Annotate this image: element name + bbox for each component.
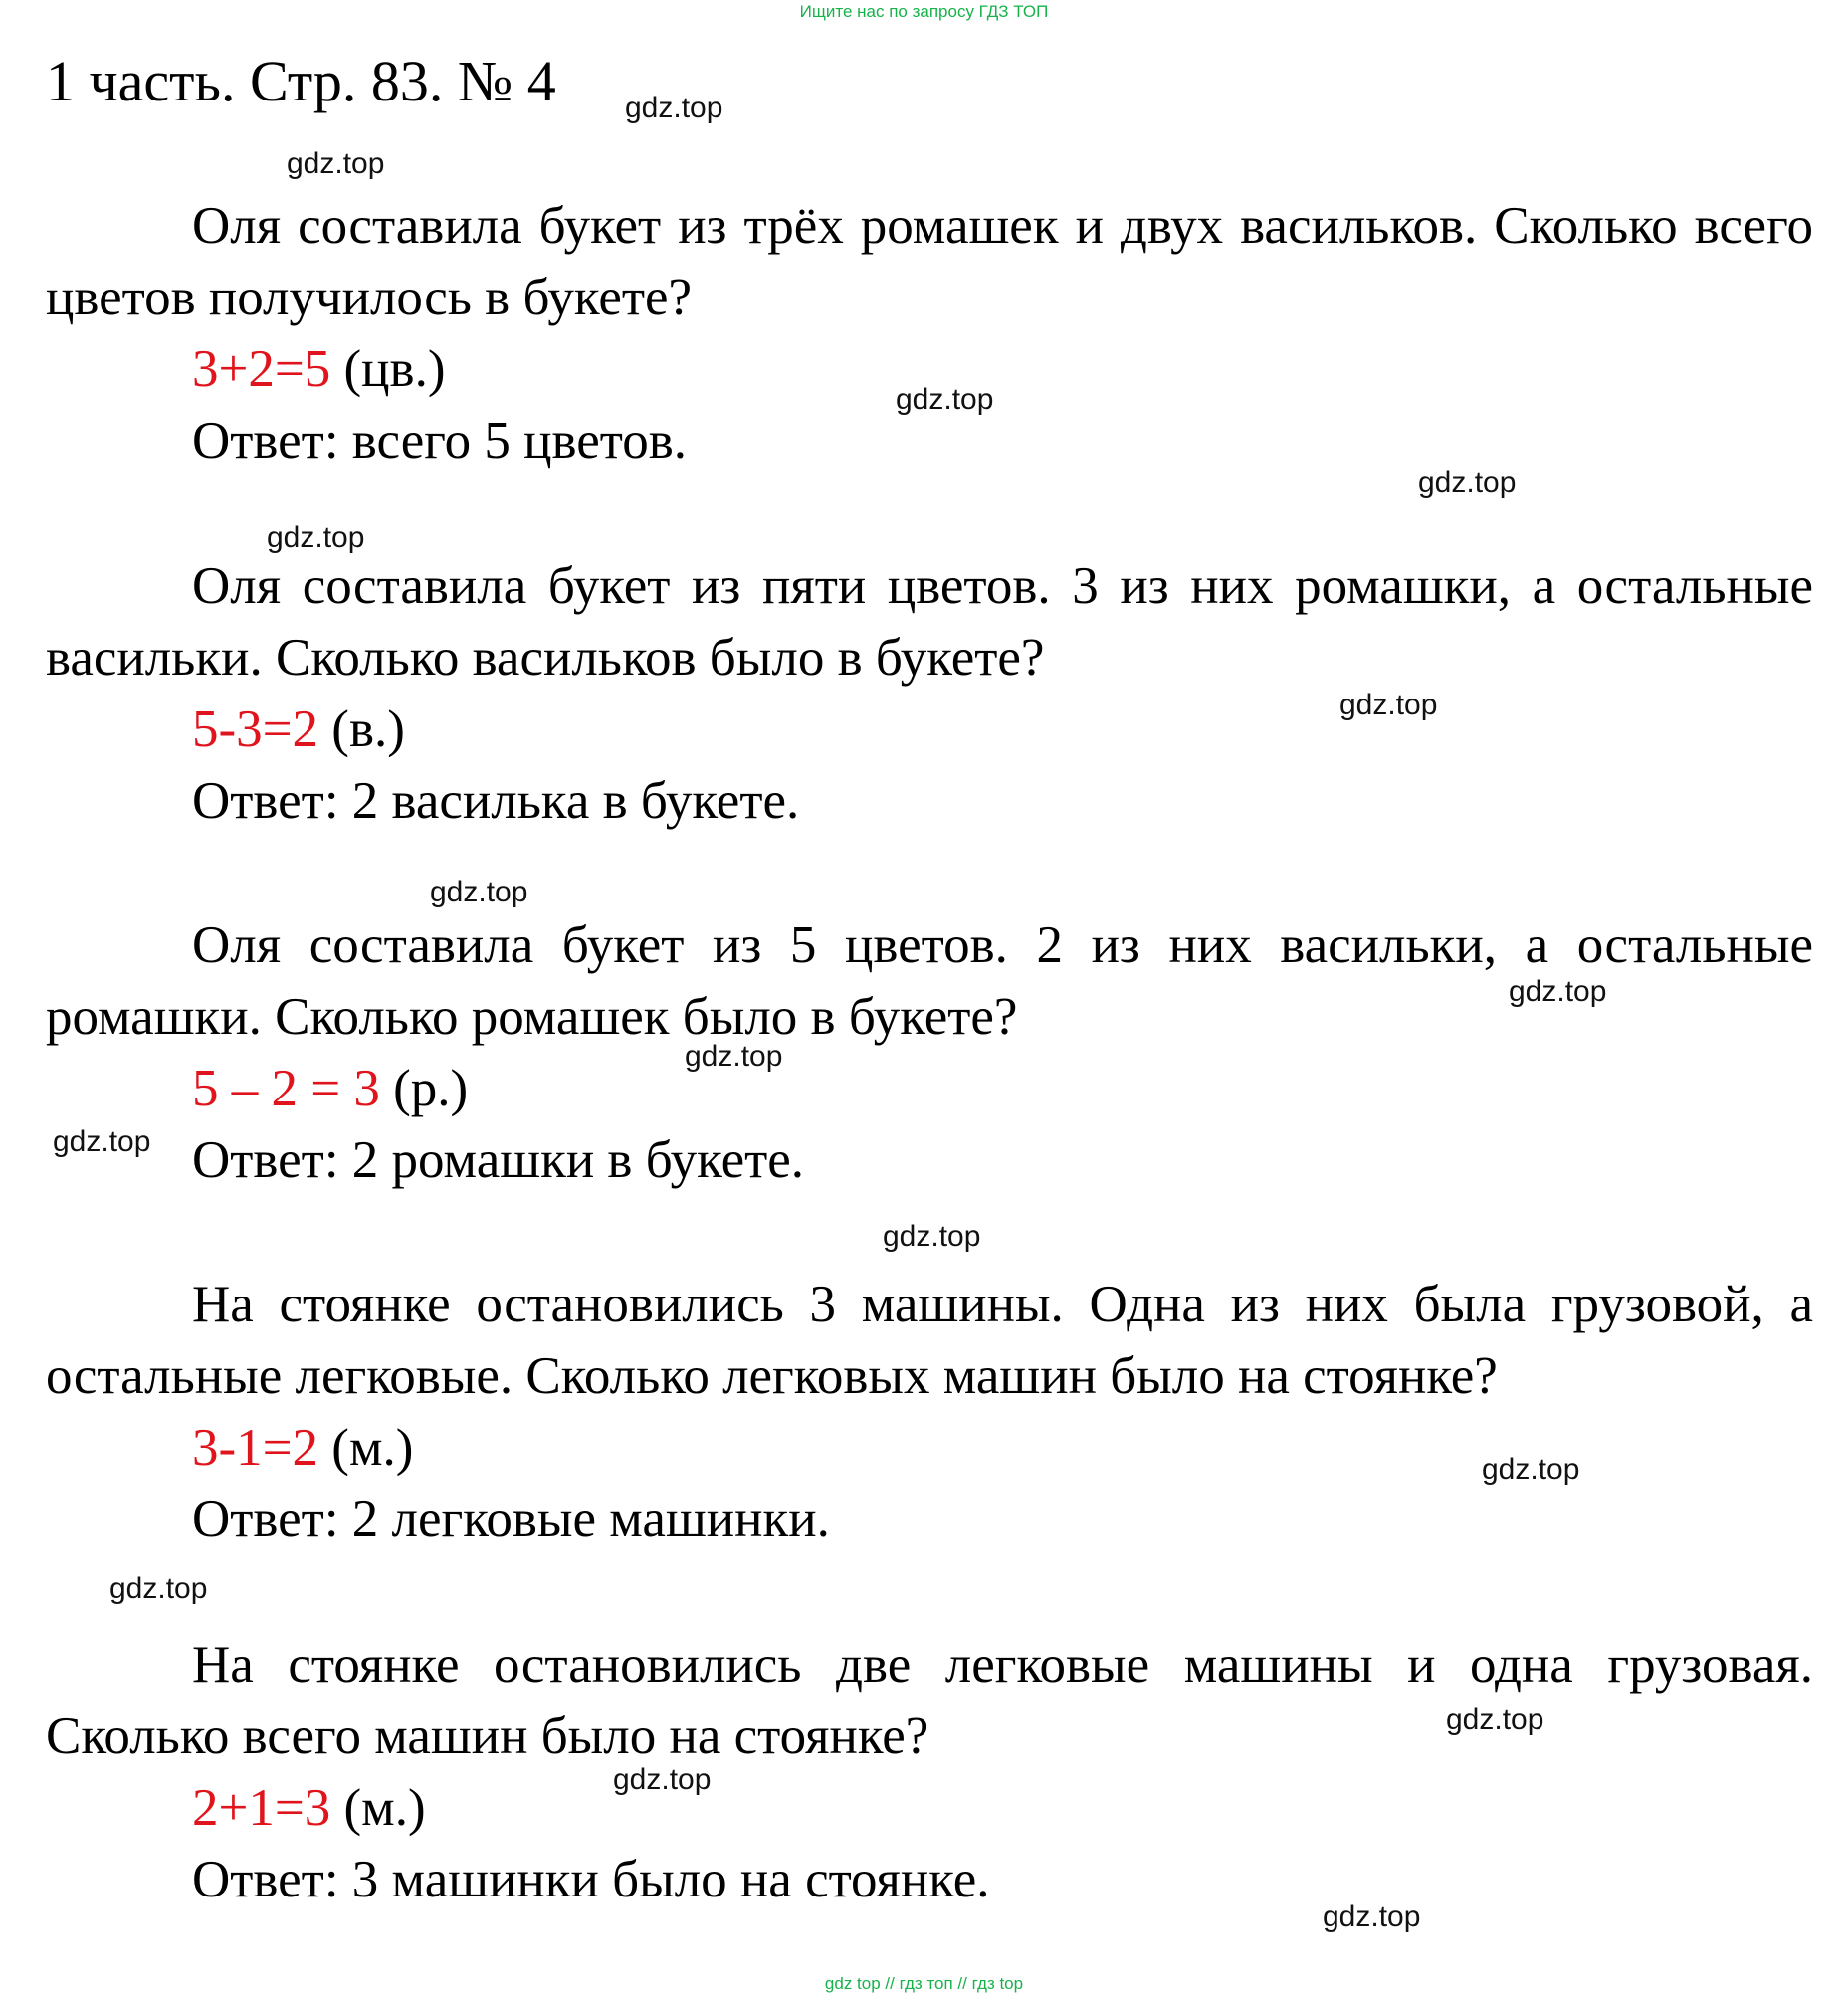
problem-5-solution	[192, 1772, 426, 1844]
problem-1-unit: (цв.)	[330, 340, 446, 398]
problem-3-question: Оля составила букет из 5 цветов. 2 из них васильки, а остальные ромашки. Сколько ромашек было в букете?	[46, 916, 1813, 1046]
problem-5-answer: Ответ: 3 машинки было на стоянке.	[192, 1851, 990, 1908]
watermark: gdz.top	[267, 521, 365, 554]
watermark: gdz.top	[1509, 975, 1607, 1008]
watermark: gdz.top	[287, 147, 385, 180]
problem-2-equation: 5-3=2	[192, 700, 319, 758]
watermark: gdz.top	[1339, 689, 1438, 721]
watermark: gdz.top	[896, 383, 994, 416]
watermark: gdz.top	[1446, 1703, 1544, 1736]
problem-2-solution	[192, 694, 405, 765]
watermark: gdz.top	[1323, 1900, 1421, 1933]
problem-2-answer: Ответ: 2 василька в букете.	[192, 772, 800, 830]
problem-4-question: На стоянке остановились 3 машины. Одна из них была грузовой, а остальные легковые. Сколько легковых машин было на стоянке?	[46, 1276, 1813, 1405]
problem-2-unit: (в.)	[318, 700, 405, 758]
top-banner: Ищите нас по запросу ГДЗ ТОП	[799, 2, 1049, 21]
watermark: gdz.top	[430, 876, 528, 908]
problem-1-question: Оля составила букет из трёх ромашек и двух васильков. Сколько всего цветов получилось в букете?	[46, 197, 1813, 326]
watermark: gdz.top	[883, 1220, 981, 1253]
watermark: gdz.top	[109, 1572, 208, 1605]
problem-4-answer: Ответ: 2 легковые машинки.	[192, 1491, 830, 1548]
watermark: gdz.top	[625, 92, 723, 124]
problem-2-question: Оля составила букет из пяти цветов. 3 из них ромашки, а остальные васильки. Сколько васильков было в букете?	[46, 557, 1813, 687]
problem-3-unit: (р.)	[379, 1060, 469, 1117]
problem-5-equation: 2+1=3	[192, 1779, 331, 1837]
footer-watermark: gdz top // гдз топ // гдз top	[824, 1974, 1024, 1993]
watermark: gdz.top	[1482, 1453, 1580, 1486]
problem-4-unit: (м.)	[318, 1419, 414, 1477]
watermark: gdz.top	[1418, 466, 1517, 499]
problem-1-equation: 3+2=5	[192, 340, 331, 398]
problem-1-answer: Ответ: всего 5 цветов.	[192, 412, 687, 470]
page-title: 1 часть. Стр. 83. № 4	[46, 49, 556, 113]
watermark: gdz.top	[613, 1763, 712, 1796]
problem-5-question: На стоянке остановились две легковые машины и одна грузовая. Сколько всего машин было на стоянке?	[46, 1636, 1813, 1765]
problem-3-equation: 5 – 2 = 3	[192, 1060, 380, 1117]
problem-3-answer: Ответ: 2 ромашки в букете.	[192, 1131, 805, 1189]
problem-1-solution	[192, 333, 445, 405]
problem-3-solution	[192, 1053, 468, 1124]
watermark: gdz.top	[53, 1125, 151, 1158]
problem-5-unit: (м.)	[330, 1779, 426, 1837]
problem-4-solution	[192, 1412, 413, 1484]
problem-4-equation: 3-1=2	[192, 1419, 319, 1477]
watermark: gdz.top	[685, 1040, 783, 1073]
